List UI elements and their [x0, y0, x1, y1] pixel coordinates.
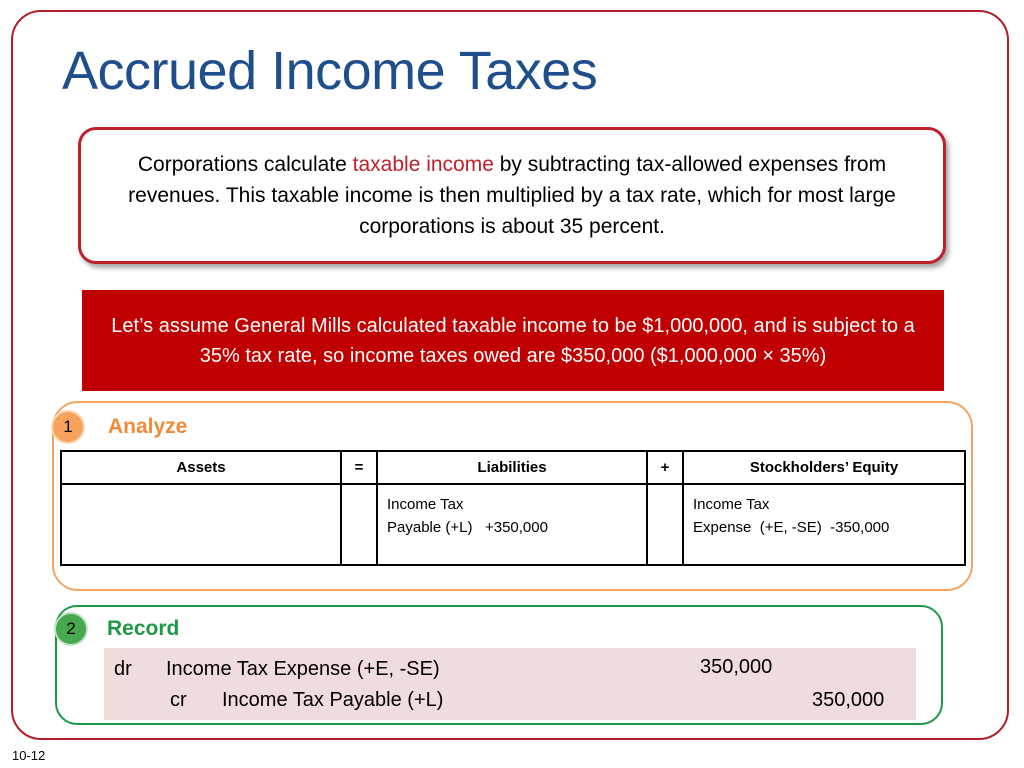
definition-text-before: Corporations calculate — [137, 153, 353, 176]
credit-amount: 350,000 — [812, 689, 885, 711]
record-label: Record — [107, 617, 180, 640]
liabilities-line-1: Income Tax — [387, 496, 464, 513]
page-title: Accrued Income Taxes — [62, 41, 598, 101]
liabilities-header: Liabilities — [377, 451, 647, 484]
example-text: Let’s assume General Mills calculated taxable income to be $1,000,000, and is subject to a 35% tax rate, so income taxes owed are $350,000 ($1,000,000 × 35%) — [111, 314, 915, 367]
analyze-label: Analyze — [108, 415, 188, 438]
equals-spacer-cell — [341, 484, 377, 565]
liabilities-cell — [377, 484, 647, 565]
example-box — [82, 290, 944, 391]
accounting-equation-table — [60, 450, 966, 566]
credit-prefix: cr — [170, 689, 187, 711]
plus-spacer-cell — [647, 484, 683, 565]
plus-sign: + — [647, 451, 683, 484]
journal-entry — [104, 648, 916, 720]
assets-cell — [61, 484, 341, 565]
liabilities-line-2: Payable (+L) +350,000 — [387, 519, 548, 536]
debit-account: Income Tax Expense (+E, -SE) — [166, 658, 440, 680]
step-1-badge: 1 — [51, 410, 85, 444]
equity-cell — [683, 484, 965, 565]
credit-account: Income Tax Payable (+L) — [222, 689, 444, 711]
equity-header: Stockholders’ Equity — [683, 451, 965, 484]
equity-line-1: Income Tax — [693, 496, 770, 513]
step-2-badge: 2 — [54, 612, 88, 646]
debit-prefix: dr — [114, 658, 132, 680]
definition-text — [103, 149, 921, 242]
debit-amount: 350,000 — [700, 656, 773, 678]
definition-box — [78, 127, 946, 264]
equation-header-row — [61, 451, 965, 484]
equity-line-2: Expense (+E, -SE) -350,000 — [693, 519, 890, 536]
page-number: 10-12 — [12, 748, 46, 763]
equals-sign: = — [341, 451, 377, 484]
definition-text-after: by subtracting tax-allowed expenses from revenues. This taxable income is then multiplied by a tax rate, which for most large corporations is about 35 percent. — [128, 153, 896, 238]
taxable-income-highlight: taxable income — [352, 153, 494, 176]
equation-effect-row — [61, 484, 965, 565]
assets-header: Assets — [61, 451, 341, 484]
